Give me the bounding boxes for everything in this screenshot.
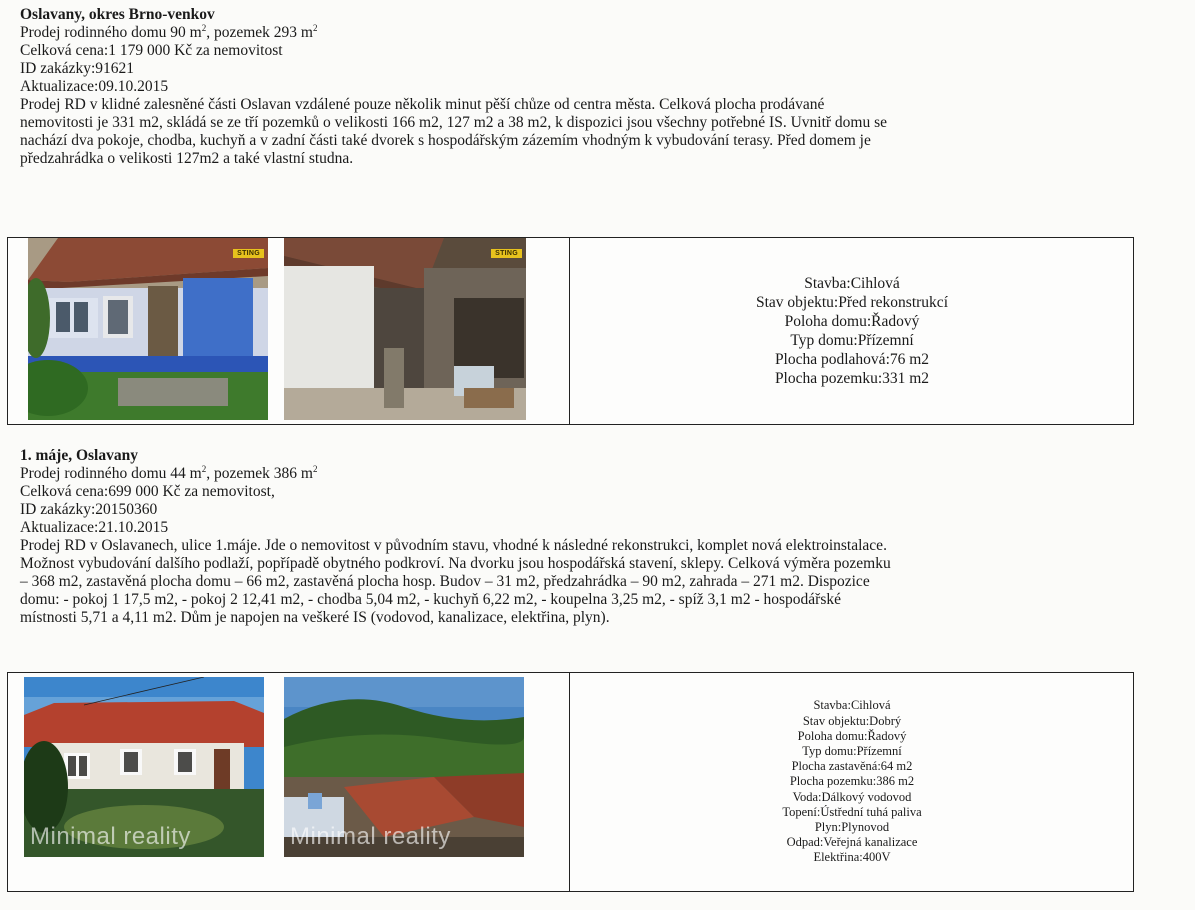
property-item: Plocha pozemku:331 m2 bbox=[774, 370, 930, 387]
property-item: Plocha podlahová:76 m2 bbox=[774, 351, 930, 368]
photo-watermark: Minimal reality bbox=[290, 823, 451, 850]
listing-2 bbox=[20, 447, 1160, 627]
house-photo-2[interactable] bbox=[284, 238, 526, 420]
property-list bbox=[571, 238, 1133, 424]
listing-2-detail-box bbox=[7, 672, 1134, 892]
listing-description: Prodej RD v Oslavanech, ulice 1.máje. Jde o nemovitost v původním stavu, vhodné k následné rekonstrukci, komplet nová elektroinstalace. Možnost vybudování dalšího podlaží, popřípadě obytného podkroví. Na dvorku jsou hospodářská stavení, sklepy. Celková výměra pozemku – 368 m2, zastavěná plocha domu – 66 m2, zastavěná plocha hosp. Budov – 31 m2, předzahrádka – 90 m2, zahrada – 271 m2. Dispozice domu: - pokoj 1 17,5 m2, - pokoj 2 12,41 m2, - chodba 5,04 m2, - kuchyň 6,22 m2, - koupelna 3,25 m2, - spíž 3,1 m2 - hospodářské místnosti 5,71 a 4,11 m2. Dům je napojen na veškeré IS (vodovod, kanalizace, elektřina, plyn). bbox=[20, 537, 891, 626]
property-item: Odpad:Veřejná kanalizace bbox=[786, 835, 918, 850]
property-item: Typ domu:Přízemní bbox=[790, 332, 914, 349]
property-item: Plocha zastavěná:64 m2 bbox=[791, 759, 913, 774]
house-photo-3[interactable] bbox=[24, 677, 264, 857]
listing-updated: Aktualizace:09.10.2015 bbox=[20, 78, 169, 95]
listing-1-detail-box bbox=[7, 237, 1134, 425]
property-item: Stavba:Cihlová bbox=[804, 275, 900, 292]
listing-title: Oslavany, okres Brno-venkov bbox=[20, 6, 215, 23]
listing-id: ID zakázky:20150360 bbox=[20, 501, 158, 518]
house-photo-4[interactable] bbox=[284, 677, 524, 857]
listing-subtitle: Prodej rodinného domu 44 $m^2$, pozemek 386 $m^2$ bbox=[20, 463, 318, 482]
property-item: Voda:Dálkový vodovod bbox=[792, 789, 912, 804]
listing-price: Celková cena:699 000 Kč za nemovitost, bbox=[20, 483, 275, 500]
listing-title: 1. máje, Oslavany bbox=[20, 447, 138, 464]
property-item: Poloha domu:Řadový bbox=[797, 728, 907, 743]
listing-1 bbox=[20, 6, 1160, 168]
property-item: Stav objektu:Dobrý bbox=[802, 713, 902, 728]
photo-badge: STING bbox=[491, 249, 522, 258]
photo-watermark: Minimal reality bbox=[30, 823, 191, 850]
box-divider bbox=[569, 238, 570, 424]
property-item: Poloha domu:Řadový bbox=[784, 313, 920, 330]
box-divider bbox=[569, 673, 570, 891]
property-item: Typ domu:Přízemní bbox=[802, 743, 902, 758]
photo-badge: STING bbox=[233, 249, 264, 258]
listing-price: Celková cena:1 179 000 Kč za nemovitost bbox=[20, 42, 283, 59]
listing-description: Prodej RD v klidné zalesněné části Oslavan vzdálené pouze několik minut pěší chůze od centra města. Celková plocha prodávané nemovitosti je 331 m2, skládá se ze tří pozemků o velikosti 166 m2, 127 m2 a 38 m2, k dispozici jsou všechny potřebné IS. Uvnitř domu se nachází dva pokoje, chodba, kuchyň a v zadní části také dvorek s hospodářským zázemím vhodným k vybudování terasy. Před domem je předzahrádka o velikosti 127m2 a také vlastní studna. bbox=[20, 96, 888, 167]
listing-updated: Aktualizace:21.10.2015 bbox=[20, 519, 169, 536]
property-item: Plocha pozemku:386 m2 bbox=[789, 774, 915, 789]
listing-id: ID zakázky:91621 bbox=[20, 60, 135, 77]
property-item: Stavba:Cihlová bbox=[813, 698, 891, 713]
property-item: Stav objektu:Před rekonstrukcí bbox=[756, 294, 948, 311]
property-item: Plyn:Plynovod bbox=[814, 820, 890, 834]
property-item: Topení:Ústřední tuhá paliva bbox=[782, 804, 922, 819]
property-item: Elektřina:400V bbox=[813, 850, 891, 865]
listing-subtitle: Prodej rodinného domu 90 $m^2$, pozemek 293 $m^2$ bbox=[20, 22, 318, 41]
property-list bbox=[571, 673, 1133, 891]
house-photo-1[interactable] bbox=[28, 238, 268, 420]
